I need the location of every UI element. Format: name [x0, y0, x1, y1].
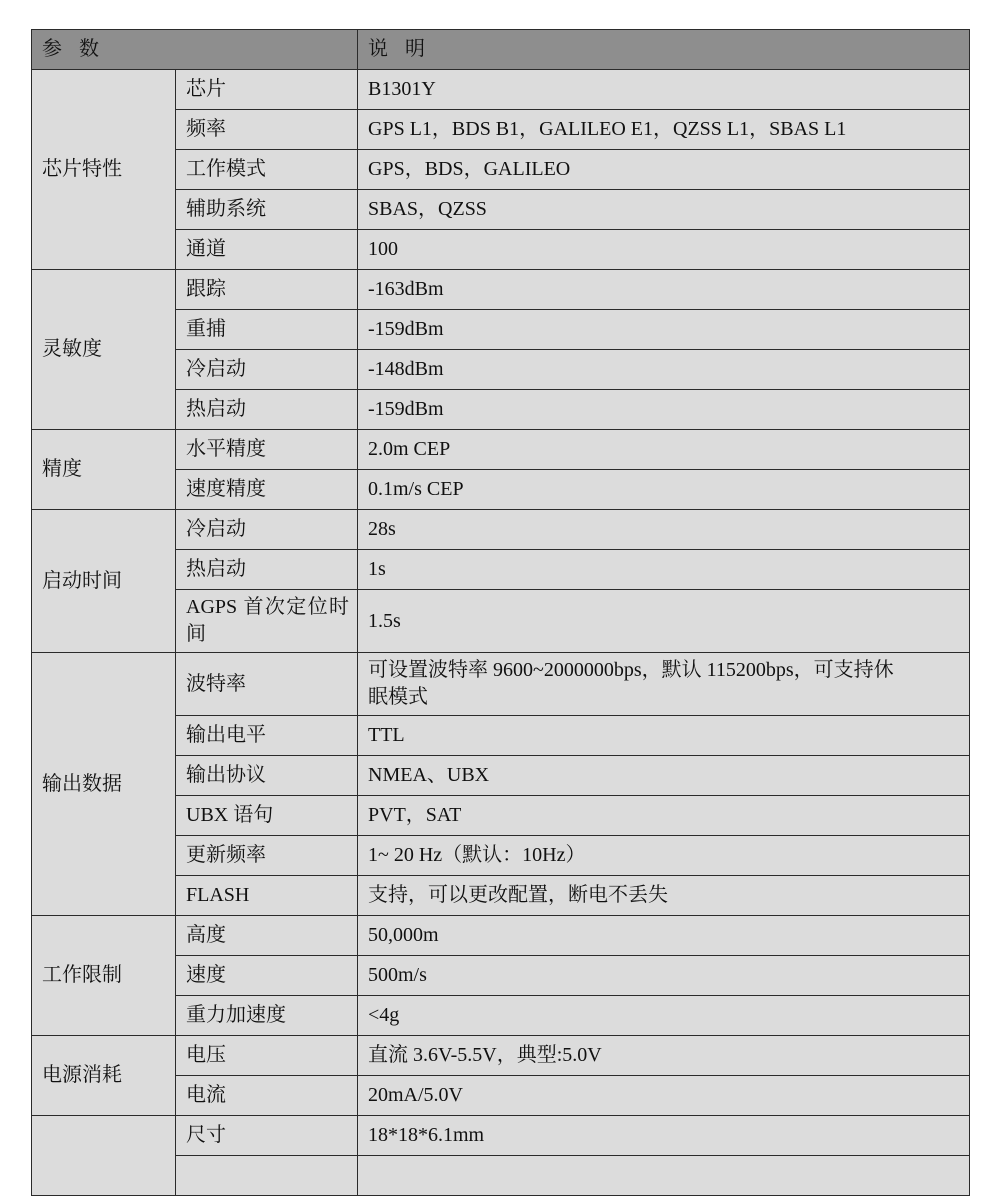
group-label: 芯片特性 [32, 70, 176, 270]
param-name: 热启动 [176, 550, 358, 590]
param-value: 100 [358, 230, 970, 270]
param-value: 1~ 20 Hz（默认：10Hz） [358, 836, 970, 876]
spec-row [32, 270, 970, 310]
group-label: 精度 [32, 430, 176, 510]
header-param: 参 数 [32, 30, 358, 70]
param-name: AGPS 首次定位时间 [176, 590, 358, 653]
group-label: 电源消耗 [32, 1036, 176, 1116]
param-name: 通道 [176, 230, 358, 270]
param-value: SBAS，QZSS [358, 190, 970, 230]
spec-row [32, 1036, 970, 1076]
param-value: -159dBm [358, 310, 970, 350]
spec-row [32, 916, 970, 956]
param-value: 1.5s [358, 590, 970, 653]
group-label: 工作限制 [32, 916, 176, 1036]
param-value: <4g [358, 996, 970, 1036]
param-name: 输出电平 [176, 716, 358, 756]
header-desc: 说 明 [358, 30, 970, 70]
param-name: 工作模式 [176, 150, 358, 190]
param-name: 热启动 [176, 390, 358, 430]
spec-row [32, 653, 970, 716]
param-value: 2.0m CEP [358, 430, 970, 470]
spec-row [32, 70, 970, 110]
spec-row [32, 1116, 970, 1156]
param-name: 辅助系统 [176, 190, 358, 230]
param-name: 重力加速度 [176, 996, 358, 1036]
param-value: B1301Y [358, 70, 970, 110]
param-value: 0.1m/s CEP [358, 470, 970, 510]
param-name: 速度精度 [176, 470, 358, 510]
param-value: -148dBm [358, 350, 970, 390]
param-name: 波特率 [176, 653, 358, 716]
param-name: 尺寸 [176, 1116, 358, 1156]
param-name: UBX 语句 [176, 796, 358, 836]
param-name: 冷启动 [176, 510, 358, 550]
param-name [176, 1156, 358, 1196]
param-name: FLASH [176, 876, 358, 916]
param-name: 芯片 [176, 70, 358, 110]
param-name: 电压 [176, 1036, 358, 1076]
param-value [358, 1156, 970, 1196]
param-value: -159dBm [358, 390, 970, 430]
param-value: TTL [358, 716, 970, 756]
param-name: 重捕 [176, 310, 358, 350]
param-value: 500m/s [358, 956, 970, 996]
spec-body [32, 70, 970, 1196]
param-name: 高度 [176, 916, 358, 956]
param-name: 跟踪 [176, 270, 358, 310]
group-label: 启动时间 [32, 510, 176, 653]
group-label: 输出数据 [32, 653, 176, 916]
param-value: 可设置波特率 9600~2000000bps，默认 115200bps，可支持休眠模式 [358, 653, 970, 716]
param-value: -163dBm [358, 270, 970, 310]
param-name: 更新频率 [176, 836, 358, 876]
group-label [32, 1116, 176, 1196]
param-value: 直流 3.6V-5.5V，典型:5.0V [358, 1036, 970, 1076]
spec-table [31, 29, 970, 1196]
param-value: 支持，可以更改配置，断电不丢失 [358, 876, 970, 916]
param-value: NMEA、UBX [358, 756, 970, 796]
param-value: 50,000m [358, 916, 970, 956]
spec-row [32, 510, 970, 550]
param-value: GPS L1，BDS B1，GALILEO E1，QZSS L1，SBAS L1 [358, 110, 970, 150]
spec-row [32, 430, 970, 470]
param-name: 输出协议 [176, 756, 358, 796]
param-name: 速度 [176, 956, 358, 996]
param-name: 冷启动 [176, 350, 358, 390]
param-value: 18*18*6.1mm [358, 1116, 970, 1156]
param-name: 水平精度 [176, 430, 358, 470]
param-value: GPS，BDS，GALILEO [358, 150, 970, 190]
param-value: 28s [358, 510, 970, 550]
param-name: 频率 [176, 110, 358, 150]
param-value: 20mA/5.0V [358, 1076, 970, 1116]
param-value: 1s [358, 550, 970, 590]
header-row [32, 30, 970, 70]
group-label: 灵敏度 [32, 270, 176, 430]
param-value: PVT，SAT [358, 796, 970, 836]
param-name: 电流 [176, 1076, 358, 1116]
